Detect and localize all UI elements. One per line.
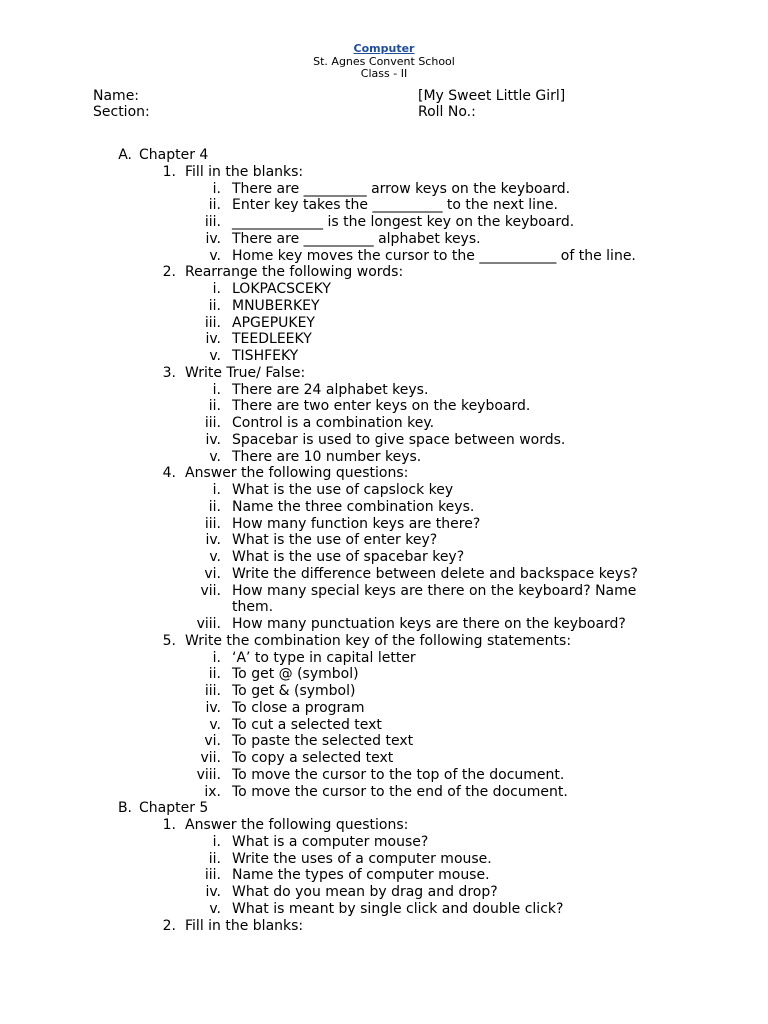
- section-heading: [0, 465, 768, 482]
- question-item: [0, 214, 768, 231]
- question-item: [0, 298, 768, 315]
- question-item-text: How many punctuation keys are there on the keyboard?: [232, 616, 626, 632]
- question-item: [0, 331, 768, 348]
- chapter-heading-text: Chapter 4: [139, 147, 209, 163]
- question-item-marker: ii.: [208, 850, 221, 867]
- question-item: [0, 784, 768, 801]
- question-item-text: Write the difference between delete and backspace keys?: [232, 565, 638, 582]
- question-item-marker: iv.: [205, 230, 221, 247]
- question-item-marker: viii.: [196, 766, 221, 783]
- question-item-marker: v.: [209, 448, 221, 465]
- question-item: [0, 583, 768, 617]
- question-item-marker: iv.: [205, 431, 221, 448]
- section-heading-text: Answer the following questions:: [185, 465, 409, 482]
- question-item-marker: iii.: [204, 214, 221, 230]
- question-item-marker: iii.: [204, 515, 221, 532]
- question-item-text: Enter key takes the __________ to the next line.: [232, 197, 559, 214]
- question-item-marker: vi.: [204, 565, 221, 582]
- question-item-marker: v.: [209, 716, 221, 733]
- student-name: [My Sweet Little Girl]: [418, 88, 566, 104]
- question-item: [0, 767, 768, 784]
- question-item-text: What is the use of spacebar key?: [232, 549, 465, 565]
- question-item-text: There are _________ arrow keys on the keyboard.: [232, 180, 571, 197]
- question-item-marker: iii.: [204, 314, 221, 331]
- question-item-text: LOKPACSCEKY: [232, 281, 331, 297]
- question-item-text: Home key moves the cursor to the ___________ of the line.: [232, 247, 636, 264]
- chapter-heading-text: Chapter 5: [139, 800, 209, 817]
- chapter-heading: [0, 147, 768, 164]
- section-heading-marker: 1.: [162, 163, 176, 180]
- question-item-text: To get @ (symbol): [232, 666, 359, 683]
- question-item-text: Name the three combination keys.: [232, 498, 475, 515]
- section-heading: [0, 264, 768, 281]
- question-item-marker: iv.: [205, 532, 221, 549]
- section-heading-text: Fill in the blanks:: [185, 917, 304, 934]
- section-heading-marker: 2.: [162, 264, 176, 281]
- question-item: [0, 566, 768, 583]
- question-item-marker: i.: [212, 649, 221, 666]
- question-item-marker: v.: [209, 900, 221, 917]
- section-heading-marker: 5.: [162, 632, 176, 649]
- question-item-marker: i.: [212, 833, 221, 850]
- question-item-marker: ii.: [208, 498, 221, 515]
- question-item-marker: iv.: [205, 331, 221, 348]
- question-item: [0, 851, 768, 868]
- question-item: [0, 532, 768, 549]
- question-item: [0, 717, 768, 734]
- question-item: [0, 666, 768, 683]
- question-item-marker: i.: [212, 381, 221, 398]
- question-item-text: There are __________ alphabet keys.: [232, 230, 481, 247]
- question-item-text: What is meant by single click and double click?: [232, 900, 564, 917]
- question-item: [0, 181, 768, 198]
- question-item-marker: iii.: [204, 867, 221, 884]
- question-item: [0, 700, 768, 717]
- question-item-text: To paste the selected text: [232, 733, 414, 750]
- question-item-text: APGEPUKEY: [232, 314, 315, 331]
- question-item-marker: viii.: [196, 616, 221, 632]
- question-item-text: To cut a selected text: [232, 716, 382, 733]
- chapter-heading-marker: B.: [117, 800, 132, 817]
- question-item: [0, 382, 768, 399]
- question-item: [0, 281, 768, 298]
- question-item-text: What is the use of enter key?: [232, 532, 438, 549]
- question-item-marker: vi.: [204, 733, 221, 750]
- question-item-text: There are 10 number keys.: [232, 448, 422, 465]
- question-item: [0, 516, 768, 533]
- question-item-text: There are two enter keys on the keyboard.: [232, 398, 531, 415]
- section-heading: [0, 817, 768, 834]
- question-item-text: To move the cursor to the top of the document.: [232, 766, 565, 783]
- question-item: [0, 616, 768, 633]
- question-item-marker: iii.: [204, 415, 221, 431]
- question-item-text: There are 24 alphabet keys.: [232, 381, 429, 398]
- question-item-text: ‘A’ to type in capital letter: [232, 649, 416, 666]
- question-item: [0, 834, 768, 851]
- question-item-text: What do you mean by drag and drop?: [232, 884, 498, 900]
- question-item-text: What is the use of capslock key: [232, 482, 454, 498]
- section-heading-marker: 1.: [162, 817, 176, 833]
- question-item: [0, 348, 768, 365]
- question-item-marker: v.: [209, 247, 221, 264]
- class-label: Class - II: [360, 67, 408, 80]
- section-label: Section:: [93, 104, 150, 120]
- question-item-text: Write the uses of a computer mouse.: [232, 850, 492, 867]
- question-item: [0, 499, 768, 516]
- name-label: Name:: [93, 88, 140, 104]
- section-heading-text: Fill in the blanks:: [185, 163, 304, 180]
- document-title: Computer: [353, 42, 415, 55]
- question-item-text: How many function keys are there?: [232, 515, 481, 532]
- question-item-marker: iv.: [205, 884, 221, 900]
- question-item-text: TEEDLEEKY: [232, 331, 312, 348]
- question-item: [0, 901, 768, 918]
- question-item-text: Name the types of computer mouse.: [232, 867, 490, 884]
- question-item-marker: iv.: [205, 699, 221, 716]
- question-item: [0, 315, 768, 332]
- question-item-text: MNUBERKEY: [232, 297, 320, 314]
- question-item-marker: iii.: [204, 683, 221, 699]
- question-item: [0, 884, 768, 901]
- question-item-text: To close a program: [232, 699, 365, 716]
- question-item-marker: i.: [212, 180, 221, 197]
- section-heading-marker: 3.: [162, 364, 176, 381]
- section-heading-text: Rearrange the following words:: [185, 264, 404, 281]
- question-item-marker: ii.: [208, 197, 221, 214]
- chapter-heading: [0, 800, 768, 817]
- question-item-marker: i.: [212, 281, 221, 297]
- section-heading-text: Write the combination key of the following statements:: [185, 632, 572, 649]
- question-item: [0, 415, 768, 432]
- section-heading-marker: 4.: [162, 465, 176, 482]
- section-heading-text: Answer the following questions:: [185, 817, 409, 833]
- question-item-marker: ix.: [204, 783, 221, 800]
- question-item-text: To copy a selected text: [232, 750, 394, 766]
- question-item: [0, 683, 768, 700]
- question-item: [0, 231, 768, 248]
- section-heading: [0, 365, 768, 382]
- question-item-text: _____________ is the longest key on the keyboard.: [232, 214, 575, 230]
- question-item-marker: vii.: [200, 750, 221, 766]
- section-heading-marker: 2.: [162, 917, 176, 934]
- question-item-marker: ii.: [208, 398, 221, 415]
- question-item-text: Control is a combination key.: [232, 415, 435, 431]
- question-item: [0, 733, 768, 750]
- question-item-marker: v.: [209, 549, 221, 565]
- question-item: [0, 248, 768, 265]
- section-heading-text: Write True/ False:: [185, 364, 306, 381]
- question-item-marker: ii.: [208, 297, 221, 314]
- question-list: [0, 147, 768, 934]
- question-item: [0, 432, 768, 449]
- question-item: [0, 482, 768, 499]
- question-item: [0, 197, 768, 214]
- question-item: [0, 650, 768, 667]
- school-name: St. Agnes Convent School: [313, 55, 455, 68]
- question-item: [0, 750, 768, 767]
- question-item-text: How many special keys are there on the keyboard? Name them.: [232, 582, 637, 616]
- section-heading: [0, 164, 768, 181]
- section-heading: [0, 918, 768, 935]
- question-item-text: TISHFEKY: [232, 348, 299, 364]
- question-item-marker: i.: [212, 482, 221, 498]
- section-heading: [0, 633, 768, 650]
- question-item-text: To get & (symbol): [232, 683, 356, 699]
- question-item-marker: ii.: [208, 666, 221, 683]
- question-item-text: To move the cursor to the end of the document.: [232, 783, 568, 800]
- question-item: [0, 549, 768, 566]
- roll-number-label: Roll No.:: [418, 104, 476, 120]
- question-item-text: What is a computer mouse?: [232, 833, 429, 850]
- chapter-heading-marker: A.: [118, 147, 132, 163]
- question-item-marker: v.: [209, 348, 221, 364]
- question-item: [0, 867, 768, 884]
- question-item: [0, 398, 768, 415]
- question-item-text: Spacebar is used to give space between words.: [232, 431, 566, 448]
- question-item-marker: vii.: [200, 582, 221, 599]
- question-item: [0, 449, 768, 466]
